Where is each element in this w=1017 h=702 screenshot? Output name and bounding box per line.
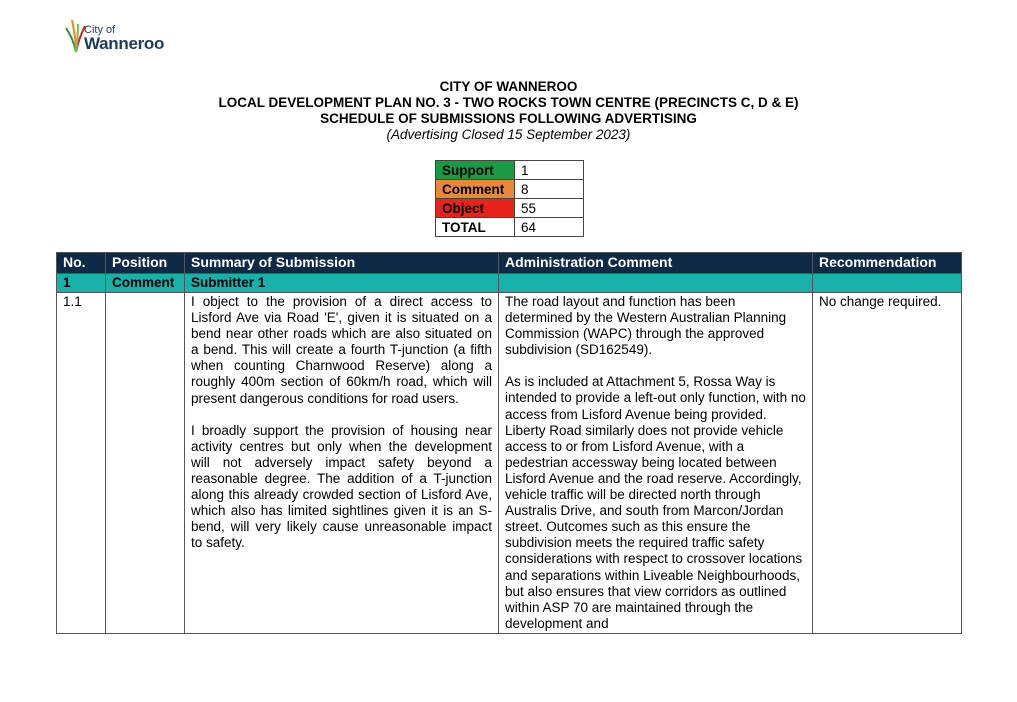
heading-line-3: SCHEDULE OF SUBMISSIONS FOLLOWING ADVERTISING xyxy=(320,111,697,126)
logo-name-text: Wanneroo xyxy=(84,34,165,53)
header-summary: Summary of Submission xyxy=(185,253,499,274)
admin-paragraph: As is included at Attachment 5, Rossa Way is intended to provide a left-out only function, with no access from Lisford Avenue being provided. Liberty Road similarly does not provide vehicle access to or from Lisford Avenue, with a pedestrian accessway being located between Lisford Avenue and the road reserve. Accordingly, vehicle traffic will be directed north through Australis Drive, and south from Marcon/Jordan street. Outcomes such as this ensure the subdivision meets the required traffic safety considerations with respect to crossover locations and separations within Liveable Neighbourhoods, but also ensures that view corridors as outlined within ASP 70 are maintained through the development and xyxy=(505,374,806,631)
table-row xyxy=(57,293,962,634)
summary-row-comment xyxy=(436,180,584,199)
row-no: 1.1 xyxy=(57,293,106,634)
summary-label: Comment xyxy=(436,180,515,199)
group-no: 1 xyxy=(57,274,106,293)
heading-advertising-closed: (Advertising Closed 15 September 2023) xyxy=(386,127,631,142)
city-of-wanneroo-logo xyxy=(64,16,184,58)
group-empty-cell xyxy=(813,274,962,293)
header-no: No. xyxy=(57,253,106,274)
document-heading xyxy=(0,79,1017,143)
summary-value: 55 xyxy=(515,199,584,218)
table-header-row xyxy=(57,253,962,274)
summary-value: 1 xyxy=(515,161,584,180)
heading-line-2: LOCAL DEVELOPMENT PLAN NO. 3 - TWO ROCKS TOWN CENTRE (PRECINCTS C, D & E) xyxy=(218,95,799,110)
summary-label: Object xyxy=(436,199,515,218)
summary-value: 8 xyxy=(515,180,584,199)
row-admin-comment xyxy=(499,293,813,634)
summary-label: Support xyxy=(436,161,515,180)
group-empty-cell xyxy=(499,274,813,293)
submission-summary-table xyxy=(435,160,584,237)
summary-row-total xyxy=(436,218,584,237)
summary-value: 64 xyxy=(515,218,584,237)
row-summary xyxy=(185,293,499,634)
summary-paragraph: I object to the provision of a direct access to Lisford Ave via Road 'E', given it is situated on a bend near other roads which are also situated on a bend. This will create a fourth T-junction (a fifth when counting Charnwood Reserve) along a roughly 400m section of 60km/h road, which will present dangerous conditions for road users. xyxy=(191,294,492,406)
summary-row-object xyxy=(436,199,584,218)
submitter-group-row xyxy=(57,274,962,293)
summary-row-support xyxy=(436,161,584,180)
header-position: Position xyxy=(106,253,185,274)
admin-paragraph: The road layout and function has been determined by the Western Australian Planning Commission (WAPC) through the approved subdivision (SD162549). xyxy=(505,294,787,358)
logo-city-text: City of xyxy=(84,24,116,36)
header-admin-comment: Administration Comment xyxy=(499,253,813,274)
group-position: Comment xyxy=(106,274,185,293)
group-submitter: Submitter 1 xyxy=(185,274,499,293)
summary-label: TOTAL xyxy=(436,218,515,237)
row-position xyxy=(106,293,185,634)
submissions-table xyxy=(56,252,962,634)
heading-line-1: CITY OF WANNEROO xyxy=(439,79,578,94)
summary-paragraph: I broadly support the provision of housing near activity centres but only when the development will not adversely impact safety beyond a reasonable degree. The addition of a T-junction along this already crowded section of Lisford Ave, which also has limited sightlines given it is an S-bend, will very likely cause unreasonable impact to safety. xyxy=(191,422,492,551)
header-recommendation: Recommendation xyxy=(813,253,962,274)
row-recommendation: No change required. xyxy=(813,293,962,634)
